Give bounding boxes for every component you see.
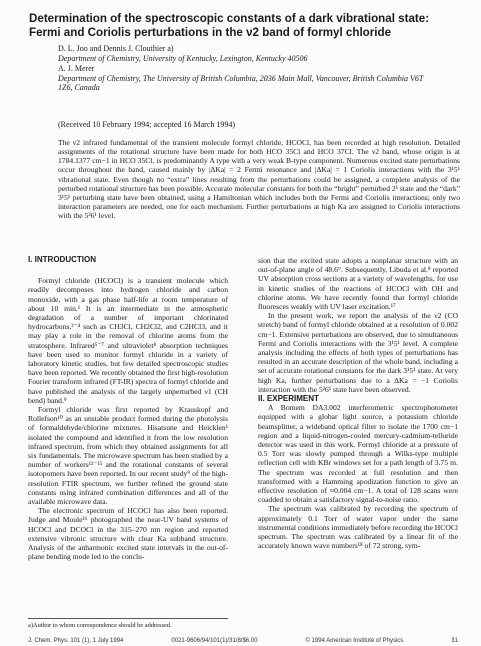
author-names: A. J. Merer [58, 64, 95, 73]
author-names: D. L. Joo and Dennis J. Clouthier a) [58, 44, 174, 53]
author-block-1 [58, 44, 308, 63]
footnote: a)Author to whom correspondence should be addressed. [28, 618, 228, 629]
page-number: 31 [451, 638, 458, 644]
affiliation: Department of Chemistry, The University of British Columbia, 2036 Main Mall, Vancouver, British Columbia V6T 1Z6, Canada [58, 73, 424, 93]
section-heading: II. EXPERIMENT [258, 394, 319, 404]
paragraph: The spectrum was calibrated by recording the spectrum of approximately 0.1 Torr of water vapor under the same instrumental conditions immediately before recording the HCOCl spectrum. The spectrum was calibrated by a linear fit of the accurately known wave numbers¹⁸ of 72 strong, sym- [258, 504, 458, 551]
right-column [258, 256, 458, 551]
paragraph: Formyl chloride (HCOCl) is a transient molecule which readily decomposes into hydrogen chloride and carbon monoxide, with a gas phase half-life at room temperature of about 10 min.¹ It is an intermediate in the atmospheric degradation of a number of important chlorinated hydrocarbons,²⁻⁴ such as CH3Cl, CH2Cl2, and C2HCl3, and it may play a role in the removal of chlorine atoms from the stratosphere. Infrared⁵⁻⁷ and ultraviolet⁸ absorption techniques have been used to monitor formyl chloride in a variety of laboratory kinetic studies, but few detailed spectroscopic studies have been reported. We recently obtained the first high-resolution Fourier transform infrared (FT-IR) spectra of formyl chloride and have published the analysis of the largely unperturbed ν1 (CH bend) band.⁹ [28, 276, 228, 405]
copyright-code: 0021-9606/94/101(1)/31/8/$6.00 [171, 638, 258, 644]
left-column [28, 255, 228, 562]
page-footer [28, 638, 458, 644]
received-dates: (Received 10 February 1994; accepted 16 March 1994) [58, 120, 236, 129]
affiliation: Department of Chemistry, University of Kentucky, Lexington, Kentucky 40506 [58, 53, 308, 63]
paper-title: Determination of the spectroscopic constants of a dark vibrational state: Fermi and Coriolis perturbations in the ν2 band of formyl chloride [29, 12, 430, 39]
paragraph: sion that the excited state adopts a nonplanar structure with an out-of-plane angle of 48.6°. Subsequently, Libuda et al.⁸ reported UV absorption cross sections at a variety of wavelengths, for use in kinetic studies of the reactions of HCOCl with OH and chlorine atoms. We have recently found that formyl chloride fluoresces weakly with UV laser excitation.¹⁷ [258, 256, 458, 312]
author-block-2 [58, 64, 438, 93]
paragraph: The electronic spectrum of HCOCl has also been reported. Judge and Moule¹⁶ photographed the near-UV band systems of HCOCl and DCOCl in the 315–270 nm region and reported extensive vibronic structure with clear Ka subband structure. Analysis of the anharmonic excited state intervals in the out-of-plane bending mode led to the conclu- [28, 506, 228, 562]
abstract: The ν2 infrared fundamental of the transient molecule formyl chloride, HCOCl, has been recorded at high resolution. Detailed assignments of the rotational structure have been made for both HCO 35Cl and HCO 37Cl. The ν2 band, whose origin is at 1784.1377 cm−1 in HCO 35Cl, is predominantly A type with a very weak B-type component. Numerous excited state perturbations occur throughout the band, caused mainly by |ΔKa| = 2 Fermi resonance and |ΔKa| = 1 Coriolis interactions with the 3¹5¹ vibrational state. Even though no “extra” lines resulting from the perturbations could be assigned, a complete analysis of the perturbed rotational structure has been possible. Accurate molecular constants for both the “bright” perturbed 2¹ state and the “dark” 3¹5¹ perturbing state have been obtained, using a Hamiltonian which includes both the Fermi and Coriolis interactions; only two interaction parameters are needed, one for each mechanism. Further perturbations at high Ka are assigned to Coriolis interactions with the 5²6¹ level. [58, 138, 460, 221]
copyright: © 1994 American Institute of Physics [305, 638, 404, 644]
paragraph: Formyl chloride was first reported by Krauskopf and Rollefson¹⁰ as an unstable product formed during the photolysis of formaldehyde/chlorine mixtures. Hisatsune and Heicklen¹ isolated the compound and identified it from the low resolution infrared spectrum, from which they obtained assignments for all six fundamentals. The microwave spectrum has been studied by a number of workers¹¹⁻¹⁵ and the rotational constants of several isotopomers have been reported. In our recent study⁹ of the high-resolution FTIR spectrum, we further refined the ground state constants using infrared combination differences and all of the available microwave data. [28, 405, 228, 507]
section-heading: I. INTRODUCTION [28, 255, 96, 264]
journal-citation: J. Chem. Phys. 101 (1), 1 July 1994 [28, 638, 124, 644]
paragraph: In the present work, we report the analysis of the ν2 (CO stretch) band of formyl chloride obtained at a resolution of 0.002 cm−1. Extensive perturbations are observed, due to simultaneous Fermi and Coriolis interactions with the 3¹5¹ level. A complete analysis including the effects of both types of perturbations has resulted in an accurate description of the whole band, including a set of accurate rotational constants for the dark 3¹5¹ state. At very high Ka, further perturbations due to a ΔKa = −1 Coriolis interaction with the 5²6¹ state have been observed. [258, 311, 458, 394]
paragraph: A Bomem DA3.002 interferometric spectrophotometer equipped with a globar light source, a potassium chloride beamsplitter, a wideband optical filter to isolate the 1700 cm−1 region and a liquid-nitrogen-cooled mercury-cadmium-telluride detector was used in this work. Formyl chloride at a pressure of 0.5 Torr was slowly pumped through a Wilks-type multiple reflection cell with KBr windows set for a path length of 3.75 m. The spectrum was recorded at full resolution and then transformed with a Hamming apodization function to give an effective resolution of ≈0.004 cm−1. A total of 128 scans were coadded to obtain a satisfactory signal-to-noise ratio. [258, 403, 458, 505]
